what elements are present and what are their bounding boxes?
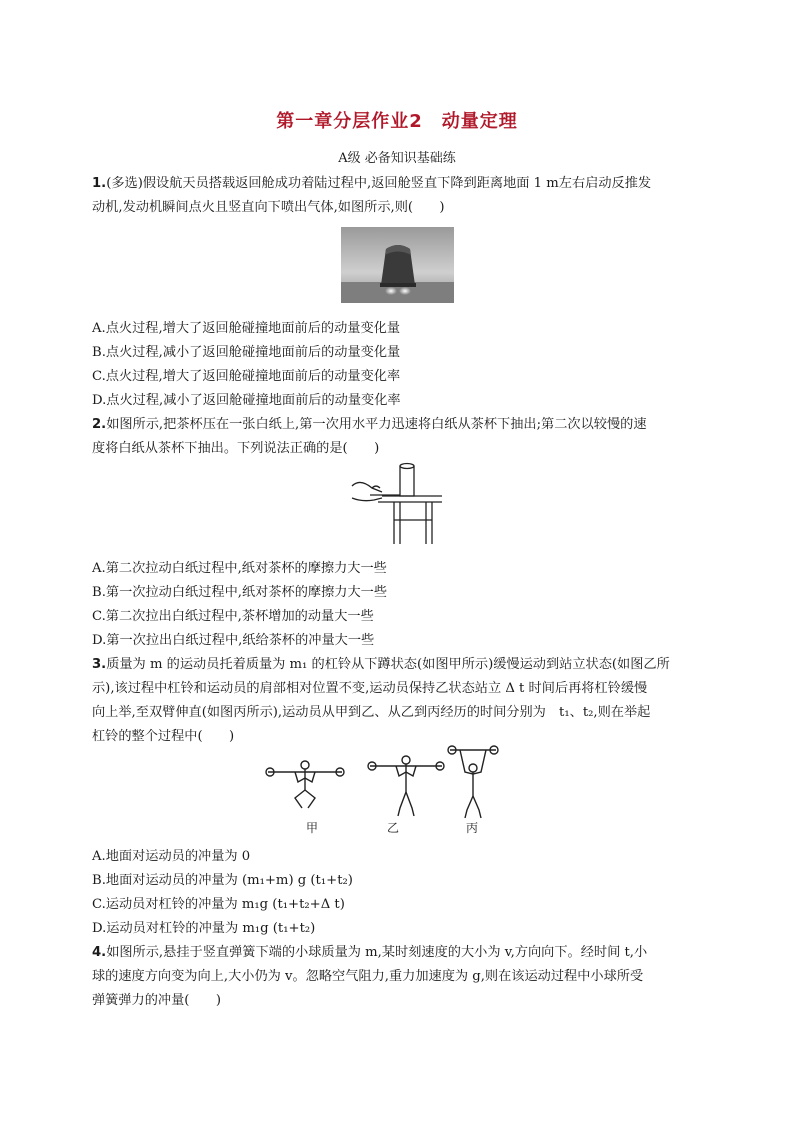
question-4-line-1 <box>92 941 647 960</box>
question-1-line-2: 动机,发动机瞬间点火且竖直向下喷出气体,如图所示,则( ) <box>92 200 445 215</box>
question-1-line-1 <box>92 172 651 191</box>
question-4-line-2: 球的速度方向变为向上,大小仍为 v。忽略空气阻力,重力加速度为 g,则在该运动过程中小球所受 <box>92 969 644 984</box>
question-2-option-a[interactable]: A.第二次拉动白纸过程中,纸对茶杯的摩擦力大一些 <box>92 561 387 576</box>
figure-squat <box>266 761 344 808</box>
question-1-option-b[interactable]: B.点火过程,减小了返回舱碰撞地面前后的动量变化量 <box>92 345 401 360</box>
question-2-option-b[interactable]: B.第一次拉动白纸过程中,纸对茶杯的摩擦力大一些 <box>92 585 388 600</box>
figure-label-jia: 甲 <box>305 821 319 835</box>
question-2-option-d[interactable]: D.第一次拉出白纸过程中,纸给茶杯的冲量大一些 <box>92 633 375 648</box>
question-2-line-2: 度将白纸从茶杯下抽出。下列说法正确的是( ) <box>92 441 380 456</box>
figure-label-bing: 丙 <box>465 821 479 835</box>
question-3-option-b[interactable]: B.地面对运动员的冲量为 (m₁+m) g (t₁+t₂) <box>92 873 353 888</box>
question-text: 如图所示,把茶杯压在一张白纸上,第一次用水平力迅速将白纸从茶杯下抽出;第二次以较慢的速 <box>106 417 647 432</box>
question-1-option-d[interactable]: D.点火过程,减小了返回舱碰撞地面前后的动量变化率 <box>92 393 401 408</box>
question-number: 4. <box>92 945 107 960</box>
question-1-option-a[interactable]: A.点火过程,增大了返回舱碰撞地面前后的动量变化量 <box>92 321 401 336</box>
question-3-line-2: 示),该过程中杠铃和运动员的肩部相对位置不变,运动员保持乙状态站立 Δ t 时间后再将杠铃缓慢 <box>92 681 648 696</box>
reentry-capsule-photo <box>341 227 454 303</box>
question-number: 1. <box>92 176 107 191</box>
question-1-option-c[interactable]: C.点火过程,增大了返回舱碰撞地面前后的动量变化率 <box>92 369 401 384</box>
teacup-on-paper-figure <box>348 458 444 544</box>
question-3-option-c[interactable]: C.运动员对杠铃的冲量为 m₁g (t₁+t₂+Δ t) <box>92 897 345 912</box>
figure-overhead <box>448 746 498 818</box>
page-title: 第一章分层作业2 动量定理 <box>276 111 518 132</box>
question-text: 如图所示,悬挂于竖直弹簧下端的小球质量为 m,某时刻速度的大小为 v,方向向下。经时间 t,小 <box>106 945 648 960</box>
question-2-line-1 <box>92 413 647 432</box>
question-number: 3. <box>92 657 107 672</box>
question-3-line-4: 杠铃的整个过程中( ) <box>92 729 235 744</box>
question-text: 质量为 m 的运动员托着质量为 m₁ 的杠铃从下蹲状态(如图甲所示)缓慢运动到站立状态(如图乙所 <box>106 657 670 672</box>
question-3-line-1 <box>92 653 670 672</box>
question-number: 2. <box>92 417 107 432</box>
question-3-line-3: 向上举,至双臂伸直(如图丙所示),运动员从甲到乙、从乙到丙经历的时间分别为 t₁、t₂,则在举起 <box>92 705 651 720</box>
question-3-option-d[interactable]: D.运动员对杠铃的冲量为 m₁g (t₁+t₂) <box>92 921 316 936</box>
question-2-option-c[interactable]: C.第二次拉出白纸过程中,茶杯增加的动量大一些 <box>92 609 374 624</box>
question-text: (多选)假设航天员搭载返回舱成功着陆过程中,返回舱竖直下降到距离地面 1 m左右启动反推发 <box>106 176 652 191</box>
section-subtitle: A级 必备知识基础练 <box>338 151 456 166</box>
question-3-option-a[interactable]: A.地面对运动员的冲量为 0 <box>92 849 251 864</box>
figure-label-yi: 乙 <box>386 821 400 835</box>
weightlifter-figures <box>262 744 502 836</box>
question-4-line-3: 弹簧弹力的冲量( ) <box>92 993 221 1008</box>
figure-stand <box>368 756 444 816</box>
